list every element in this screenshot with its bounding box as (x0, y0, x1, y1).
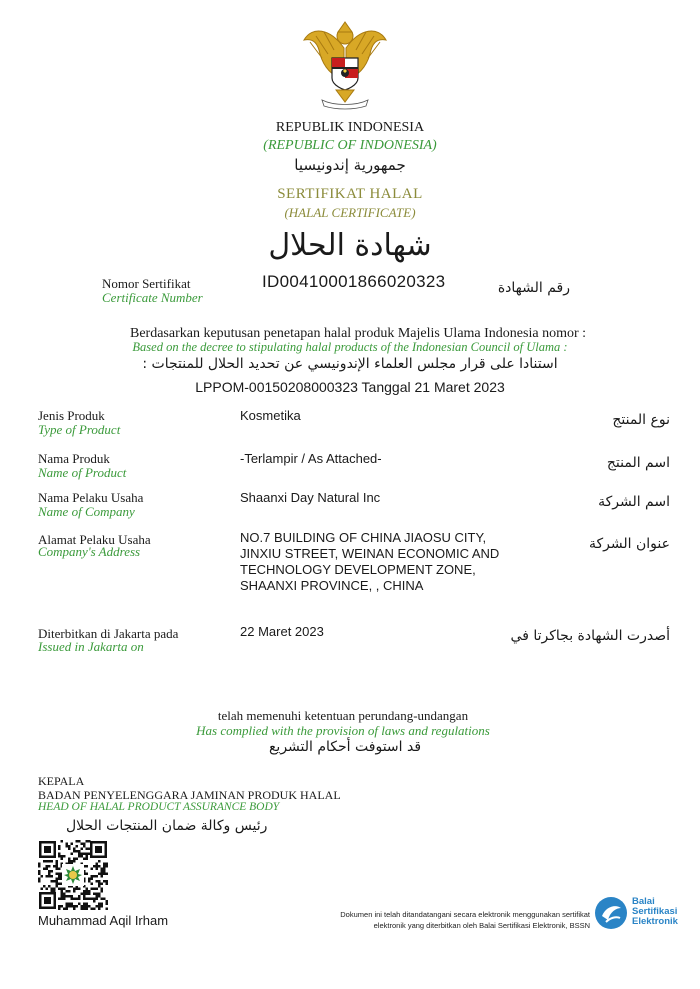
company-address-label: Alamat Pelaku Usaha (38, 532, 151, 547)
signatory-name: Muhammad Aqil Irham (38, 913, 169, 928)
decree-line: Berdasarkan keputusan penetapan halal produk Majelis Ulama Indonesia nomor : (129, 326, 587, 341)
signatory-agency-en: HEAD OF HALAL PRODUCT ASSURANCE BODY (38, 801, 280, 813)
compliance-line: telah memenuhi ketentuan perundang-undangan (217, 708, 469, 723)
issued-label-en: Issued in Jakarta on (38, 639, 144, 654)
company-address-label-en: Company's Address (38, 544, 141, 559)
product-name-label-ar: اسم المنتج (606, 455, 670, 471)
signatory-agency: BADAN PENYELENGGARA JAMINAN PRODUK HALAL (38, 788, 341, 802)
product-name-label-en: Name of Product (38, 465, 127, 480)
cert-number-value: ID00410001866020323 (262, 272, 446, 291)
compliance-line-ar: قد استوفت أحكام التشريع (268, 739, 422, 755)
country-name-en: (REPUBLIC OF INDONESIA) (263, 138, 437, 153)
bsre-line-1: Balai (632, 896, 655, 907)
cert-number-label-ar: رقم الشهادة (497, 280, 570, 296)
product-type-label-en: Type of Product (38, 422, 121, 437)
issued-label: Diterbitkan di Jakarta pada (38, 626, 179, 641)
issued-label-ar: أصدرت الشهادة بجاكرتا في (510, 628, 670, 644)
decree-number: LPPOM-00150208000323 Tanggal 21 Maret 2023 (195, 379, 505, 395)
bsre-wordmark (632, 897, 678, 927)
signatory-title: KEPALA (38, 774, 85, 788)
e-sign-notice-2: elektronik yang diterbitkan oleh Balai Sertifikasi Elektronik, BSSN (373, 921, 590, 930)
certificate-title-ar: شهادة الحلال (268, 228, 432, 263)
product-type-value: Kosmetika (240, 408, 301, 423)
signatory-agency-ar: رئيس وكالة ضمان المنتجات الحلال (66, 818, 268, 834)
country-name: REPUBLIK INDONESIA (275, 120, 425, 135)
company-address-label-ar: عنوان الشركة (589, 536, 670, 552)
company-name-value: Shaanxi Day Natural Inc (240, 490, 381, 505)
country-name-ar: جمهورية إندونيسيا (294, 156, 406, 174)
compliance-line-en: Has complied with the provision of laws and regulations (196, 723, 490, 738)
garuda-emblem-icon (300, 18, 390, 110)
product-name-value: -Terlampir / As Attached- (240, 451, 382, 466)
product-type-label-ar: نوع المنتج (612, 412, 670, 428)
company-name-label-ar: اسم الشركة (598, 494, 670, 510)
certificate-title-en: (HALAL CERTIFICATE) (284, 205, 416, 220)
product-name-label: Nama Produk (38, 451, 110, 466)
cert-number-label-en: Certificate Number (102, 290, 203, 305)
bsre-logo-icon (594, 896, 628, 930)
company-name-label-en: Name of Company (38, 504, 135, 519)
product-type-label: Jenis Produk (38, 408, 105, 423)
halal-logo-icon (63, 865, 83, 885)
qr-code-icon (38, 840, 108, 910)
company-name-label: Nama Pelaku Usaha (38, 490, 144, 505)
bsre-line-2: Sertifikasi (632, 906, 678, 917)
cert-number-label: Nomor Sertifikat (102, 276, 191, 291)
address-line: NO.7 BUILDING OF CHINA JIAOSU CITY, (240, 530, 487, 545)
company-address-value (240, 530, 499, 594)
certificate-title: SERTIFIKAT HALAL (277, 186, 423, 202)
address-line: TECHNOLOGY DEVELOPMENT ZONE, (240, 562, 476, 577)
address-line: SHAANXI PROVINCE, , CHINA (240, 578, 424, 593)
issued-date-value: 22 Maret 2023 (240, 624, 324, 639)
decree-line-en: Based on the decree to stipulating halal products of the Indonesian Council of Ulama : (132, 340, 568, 354)
bsre-line-3: Elektronik (632, 916, 678, 927)
e-sign-notice-1: Dokumen ini telah ditandatangani secara elektronik menggunakan sertifikat (340, 910, 590, 919)
decree-line-ar: استنادا على قرار مجلس العلماء الإندونيسي عن تحديد الحلال للمنتجات : (142, 356, 558, 372)
address-line: JINXIU STREET, WEINAN ECONOMIC AND (240, 546, 500, 561)
